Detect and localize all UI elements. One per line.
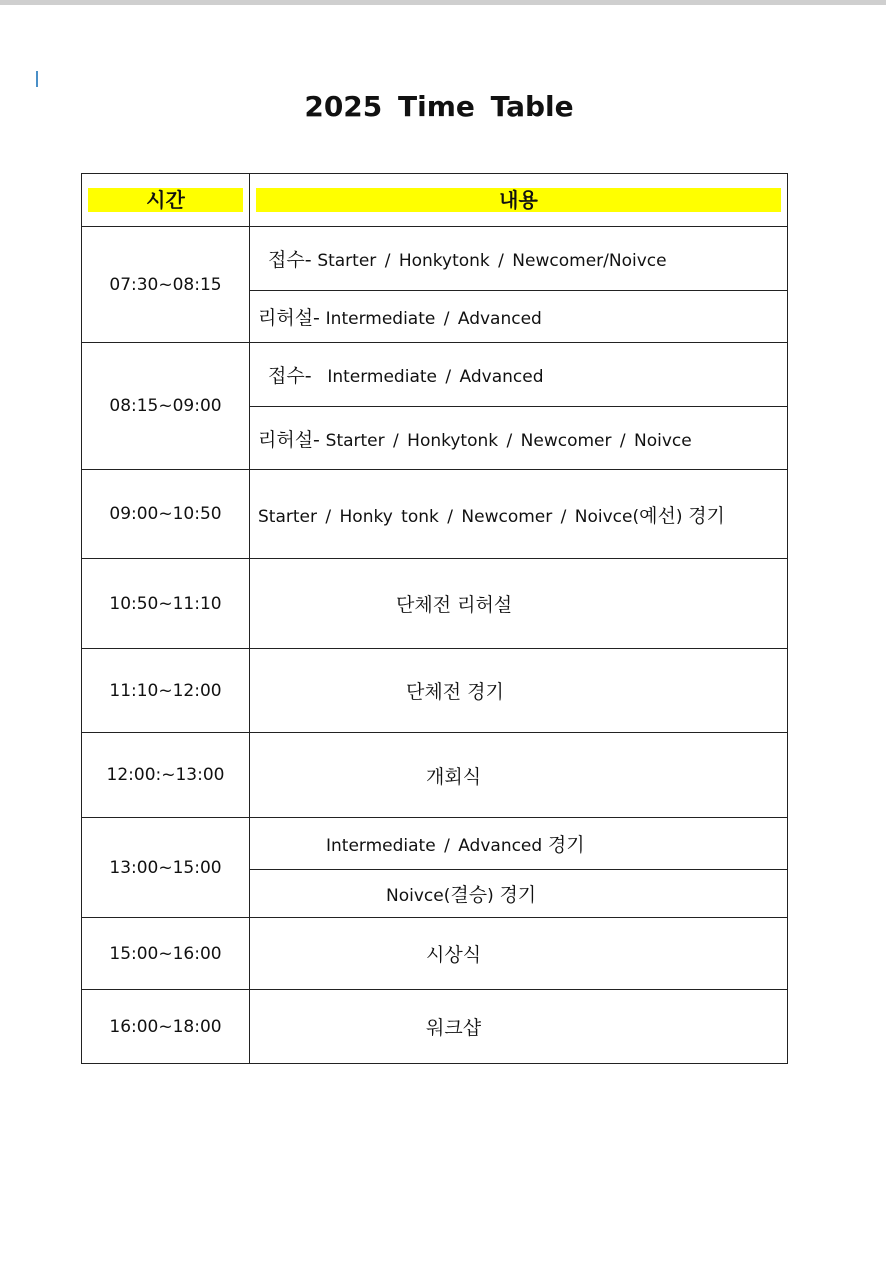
content-ko: 경기: [688, 504, 725, 527]
content-cell: [250, 470, 788, 559]
header-content-label: 내용: [256, 188, 781, 212]
table-header-row: [82, 174, 788, 227]
content-cell: [250, 343, 788, 407]
content-cell: [250, 990, 788, 1064]
content-cell: [250, 649, 788, 733]
content-ko: 시상식: [426, 944, 482, 966]
table-row: [82, 990, 788, 1064]
page-title: 2025 Time Table: [304, 90, 574, 123]
content-cell: [250, 918, 788, 990]
content-cell: [250, 407, 788, 470]
content-cell: [250, 291, 788, 343]
content-cell: [250, 559, 788, 649]
content-en: Intermediate / Advanced: [327, 367, 544, 387]
time-cell: 12:00:~13:00: [82, 733, 250, 818]
table-row: [82, 559, 788, 649]
content-ko: 예선: [639, 504, 676, 527]
table-row: [82, 733, 788, 818]
table-row: [82, 227, 788, 291]
content-cell: [250, 870, 788, 918]
time-cell: 13:00~15:00: [82, 818, 250, 918]
content-ko: 단체전 리허설: [396, 594, 513, 616]
time-cell: 07:30~08:15: [82, 227, 250, 343]
time-cell: 10:50~11:10: [82, 559, 250, 649]
text-cursor-marker: [36, 71, 38, 87]
table-row: [82, 649, 788, 733]
content-en: Intermediate / Advanced: [326, 836, 543, 856]
content-ko: 리허설-: [258, 307, 320, 329]
content-cell: [250, 227, 788, 291]
content-en: Intermediate / Advanced: [325, 309, 542, 329]
time-cell: 15:00~16:00: [82, 918, 250, 990]
time-table: [81, 173, 788, 1064]
content-en: ): [487, 886, 494, 906]
header-time-cell: [82, 174, 250, 227]
top-border: [0, 0, 886, 5]
content-en: Noivce(: [386, 886, 451, 906]
content-ko: 접수-: [268, 249, 312, 271]
time-cell: 16:00~18:00: [82, 990, 250, 1064]
time-cell: 09:00~10:50: [82, 470, 250, 559]
table-row: [82, 343, 788, 407]
content-en: ): [675, 506, 683, 527]
content-ko: 단체전 경기: [406, 681, 504, 703]
content-ko: 개회식: [426, 765, 482, 788]
content-ko: 접수-: [268, 365, 312, 387]
content-en: Starter / Honkytonk / Newcomer/Noivce: [317, 251, 667, 271]
content-en: Starter / Honky tonk / Newcomer / Noivce(: [258, 506, 640, 527]
time-cell: 08:15~09:00: [82, 343, 250, 470]
time-cell: 11:10~12:00: [82, 649, 250, 733]
content-ko: 결승: [450, 884, 488, 906]
content-ko: 경기: [547, 834, 585, 856]
table-row: [82, 818, 788, 870]
table-row: [82, 470, 788, 559]
content-ko: 워크샵: [426, 1017, 482, 1039]
content-ko: 경기: [499, 884, 537, 906]
header-time-label: 시간: [88, 188, 243, 212]
content-ko: 리허설-: [258, 428, 320, 451]
table-row: [82, 918, 788, 990]
content-cell: [250, 733, 788, 818]
header-content-cell: [250, 174, 788, 227]
content-cell: [250, 818, 788, 870]
content-en: Starter / Honkytonk / Newcomer / Noivce: [325, 430, 692, 451]
